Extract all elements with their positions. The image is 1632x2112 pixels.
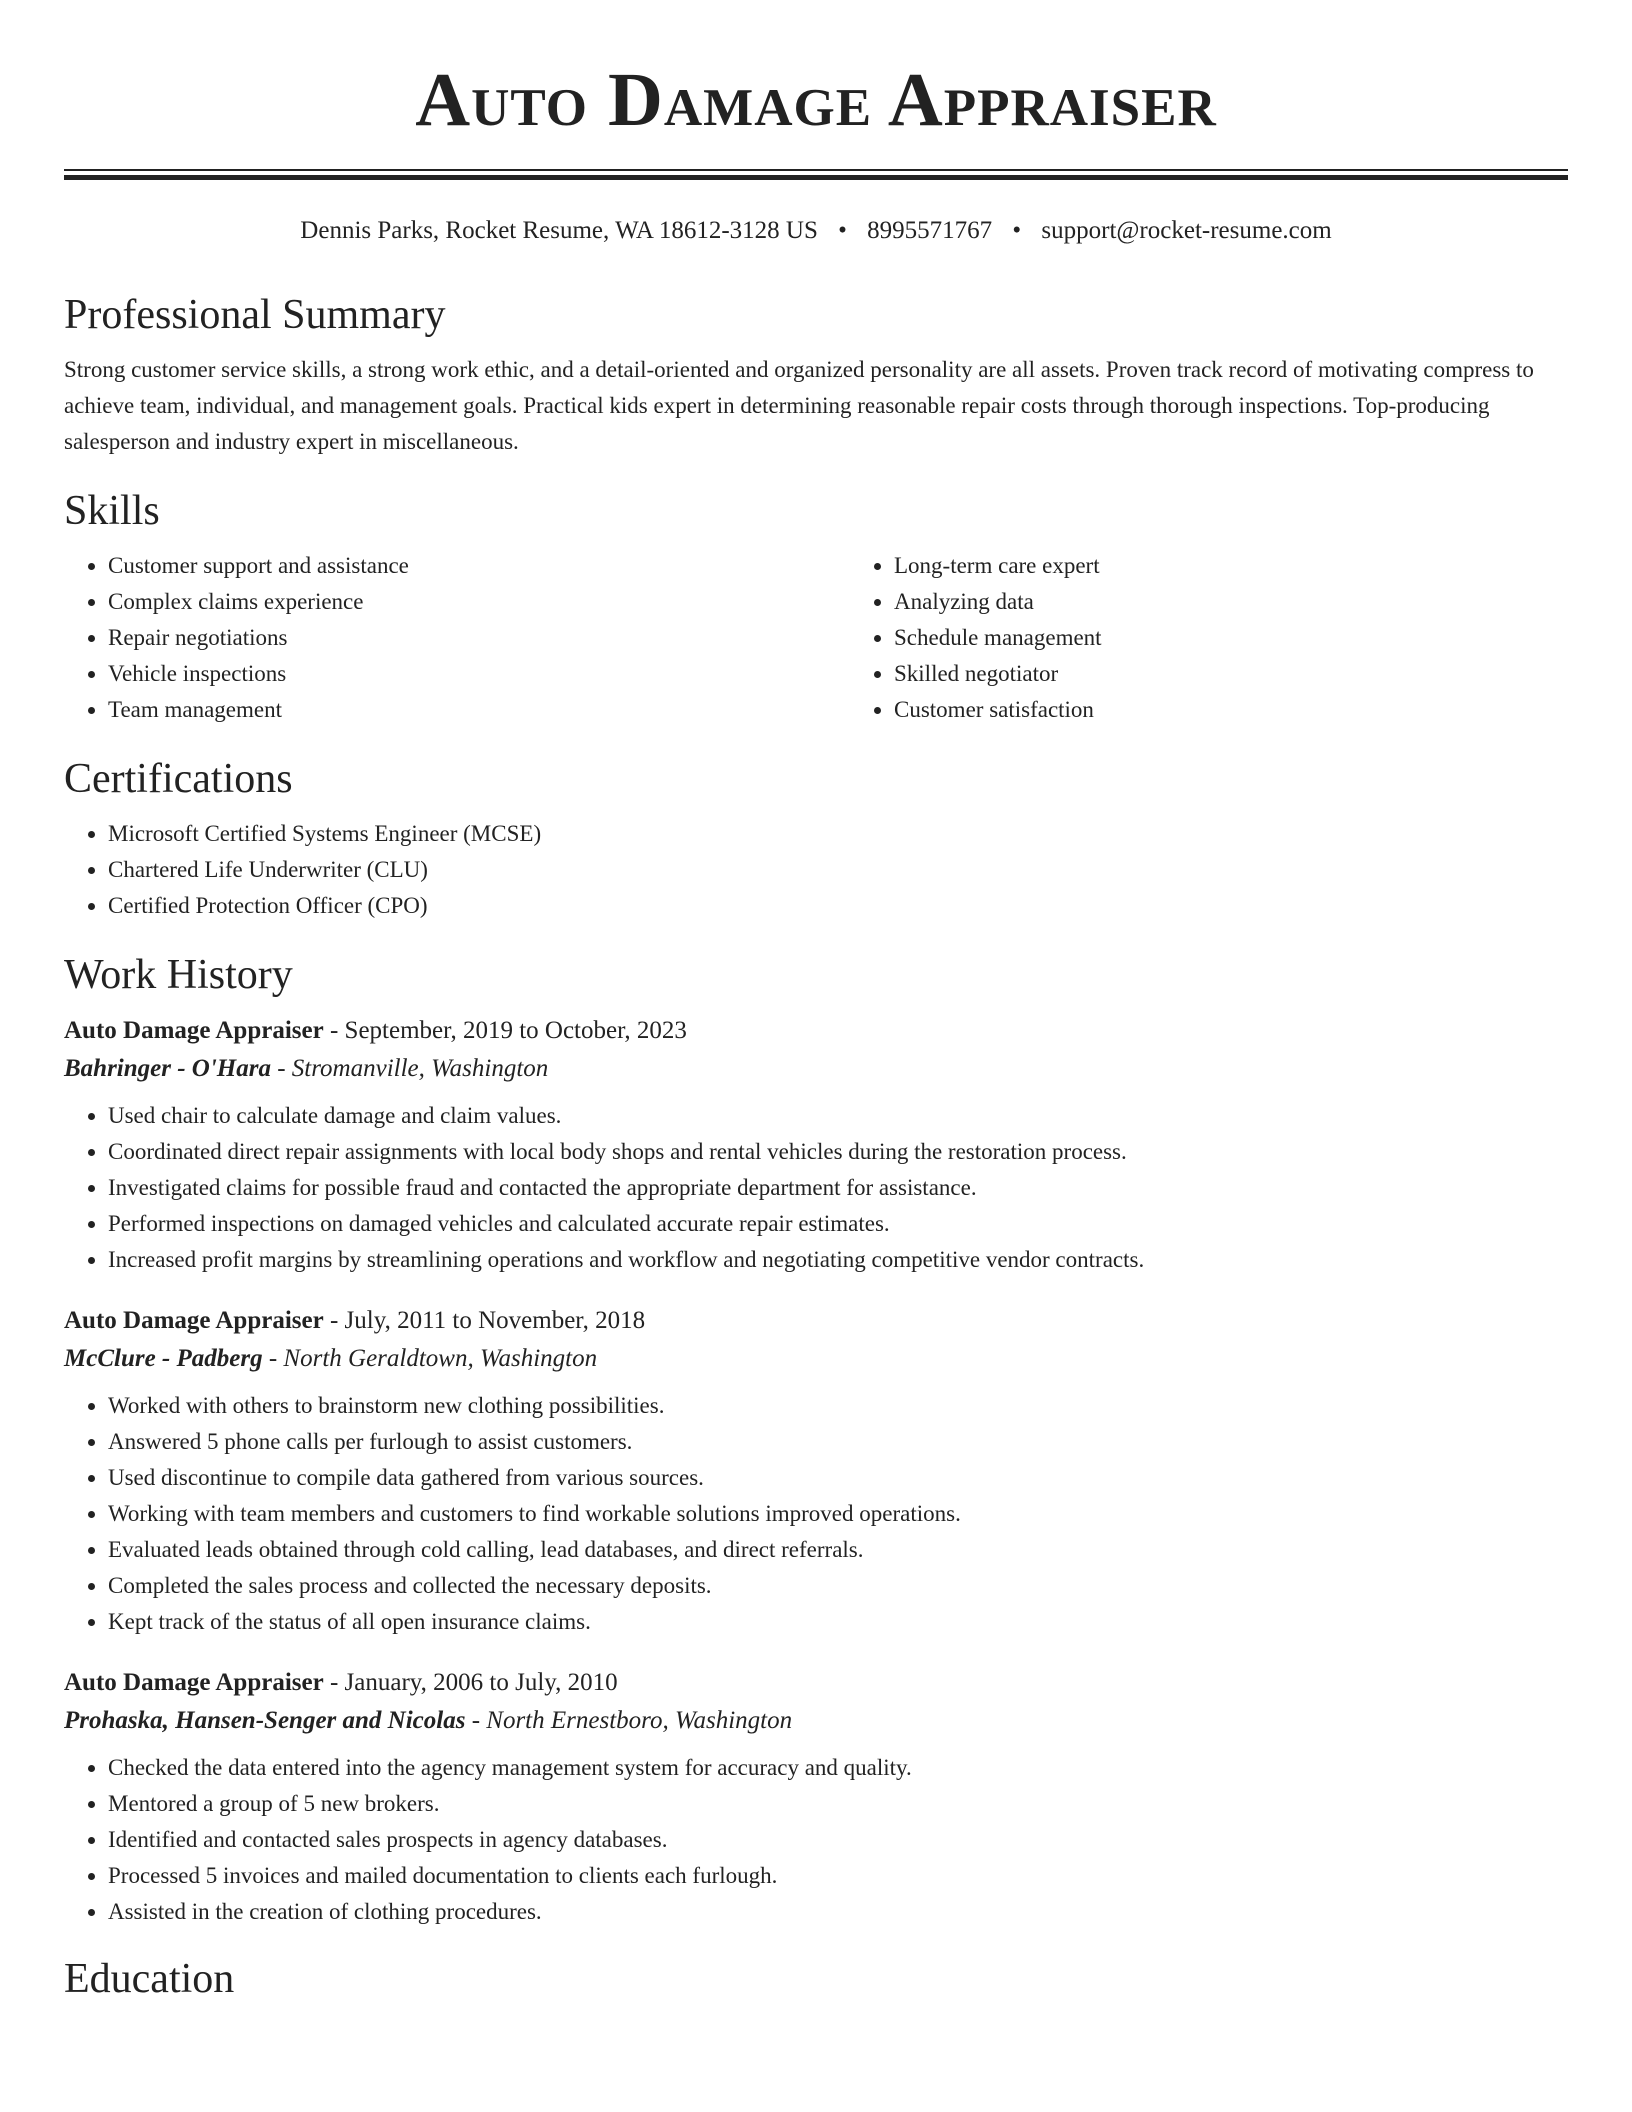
certification-item: • Microsoft Certified Systems Engineer (MCSE) — [108, 816, 1568, 852]
skills-list-right — [850, 548, 1632, 728]
job-company: McClure - Padberg — [64, 1345, 263, 1372]
skills-columns — [64, 548, 1568, 728]
job-company-line — [64, 1702, 1568, 1740]
job-title-line — [64, 1664, 1568, 1702]
skill-item: • Analyzing data — [894, 584, 1632, 620]
job-title-line — [64, 1302, 1568, 1340]
job-bullet: • Worked with others to brainstorm new clothing possibilities. — [108, 1388, 1568, 1424]
job-bullets — [64, 1098, 1568, 1278]
job-company: Prohaska, Hansen-Senger and Nicolas — [64, 1707, 466, 1734]
skills-heading: Skills — [64, 488, 160, 534]
summary-heading: Professional Summary — [64, 292, 446, 338]
job-bullet: • Identified and contacted sales prospects in agency databases. — [108, 1822, 1568, 1858]
skill-item: • Repair negotiations — [108, 620, 850, 656]
job-location: - North Geraldtown, Washington — [262, 1345, 598, 1372]
skill-item: • Long-term care expert — [894, 548, 1632, 584]
resume-content — [64, 290, 1568, 2016]
skills-section — [64, 486, 1568, 728]
certifications-list — [64, 816, 1568, 924]
job-bullet: • Performed inspections on damaged vehicles and calculated accurate repair estimates. — [108, 1206, 1568, 1242]
certifications-heading: Certifications — [64, 756, 293, 802]
certifications-section — [64, 754, 1568, 924]
job-entry — [64, 1012, 1568, 1278]
contact-separator: • — [1012, 217, 1022, 244]
job-title: Auto Damage Appraiser — [64, 1669, 324, 1696]
certification-item: • Certified Protection Officer (CPO) — [108, 888, 1568, 924]
certification-item: • Chartered Life Underwriter (CLU) — [108, 852, 1568, 888]
job-bullets — [64, 1750, 1568, 1930]
job-location: - Stromanville, Washington — [270, 1055, 549, 1082]
resume-title: Auto Damage Appraiser — [415, 58, 1217, 142]
job-bullet: • Investigated claims for possible fraud and contacted the appropriate department for assistance. — [108, 1170, 1568, 1206]
job-bullet: • Increased profit margins by streamlining operations and workflow and negotiating competitive vendor contracts. — [108, 1242, 1568, 1278]
skill-item: • Team management — [108, 692, 850, 728]
education-section — [64, 1954, 1568, 2004]
work-history-section — [64, 950, 1568, 1930]
job-bullet: • Used chair to calculate damage and claim values. — [108, 1098, 1568, 1134]
skill-item: • Skilled negotiator — [894, 656, 1632, 692]
job-title: Auto Damage Appraiser — [64, 1017, 324, 1044]
job-title-line — [64, 1012, 1568, 1050]
job-entry — [64, 1302, 1568, 1640]
job-company-line — [64, 1050, 1568, 1088]
job-dates: - July, 2011 to November, 2018 — [323, 1307, 646, 1334]
contact-address: Dennis Parks, Rocket Resume, WA 18612-3128 US — [300, 217, 818, 244]
summary-text: Strong customer service skills, a strong work ethic, and a detail-oriented and organized personality are all assets. Proven track record of motivating compress to achieve team, individual, and management goals. Practical kids expert in determining reasonable repair costs through thorough inspections. Top-producing salesperson and industry expert in miscellaneous. — [64, 357, 1534, 454]
contact-email: support@rocket-resume.com — [1041, 217, 1332, 244]
skill-item: • Vehicle inspections — [108, 656, 850, 692]
work-history-heading: Work History — [64, 952, 293, 998]
contact-separator: • — [838, 217, 847, 244]
skill-item: • Schedule management — [894, 620, 1632, 656]
job-dates: - September, 2019 to October, 2023 — [323, 1017, 687, 1044]
job-company: Bahringer - O'Hara — [64, 1055, 271, 1082]
job-location: - North Ernestboro, Washington — [465, 1707, 793, 1734]
skill-item: • Customer support and assistance — [108, 548, 850, 584]
contact-phone: 8995571767 — [867, 217, 993, 244]
job-bullet: • Processed 5 invoices and mailed documentation to clients each furlough. — [108, 1858, 1568, 1894]
job-bullet: • Kept track of the status of all open insurance claims. — [108, 1604, 1568, 1640]
job-bullet: • Coordinated direct repair assignments with local body shops and rental vehicles during the restoration process. — [108, 1134, 1568, 1170]
job-bullet: • Answered 5 phone calls per furlough to assist customers. — [108, 1424, 1568, 1460]
job-bullet: • Mentored a group of 5 new brokers. — [108, 1786, 1568, 1822]
title-divider-thin — [64, 169, 1568, 171]
job-entry — [64, 1664, 1568, 1930]
education-heading: Education — [64, 1956, 235, 2002]
job-bullet: • Working with team members and customers to find workable solutions improved operations. — [108, 1496, 1568, 1532]
skill-item: • Complex claims experience — [108, 584, 850, 620]
job-bullet: • Evaluated leads obtained through cold calling, lead databases, and direct referrals. — [108, 1532, 1568, 1568]
job-bullet: • Completed the sales process and collected the necessary deposits. — [108, 1568, 1568, 1604]
job-dates: - January, 2006 to July, 2010 — [323, 1669, 618, 1696]
contact-line — [0, 216, 1632, 246]
skill-item: • Customer satisfaction — [894, 692, 1632, 728]
job-bullet: • Checked the data entered into the agency management system for accuracy and quality. — [108, 1750, 1568, 1786]
title-divider-thick — [64, 175, 1568, 180]
job-bullets — [64, 1388, 1568, 1640]
summary-section — [64, 290, 1568, 460]
job-bullet: • Assisted in the creation of clothing procedures. — [108, 1894, 1568, 1930]
job-company-line — [64, 1340, 1568, 1378]
job-title: Auto Damage Appraiser — [64, 1307, 324, 1334]
job-bullet: • Used discontinue to compile data gathered from various sources. — [108, 1460, 1568, 1496]
skills-list-left — [64, 548, 850, 728]
